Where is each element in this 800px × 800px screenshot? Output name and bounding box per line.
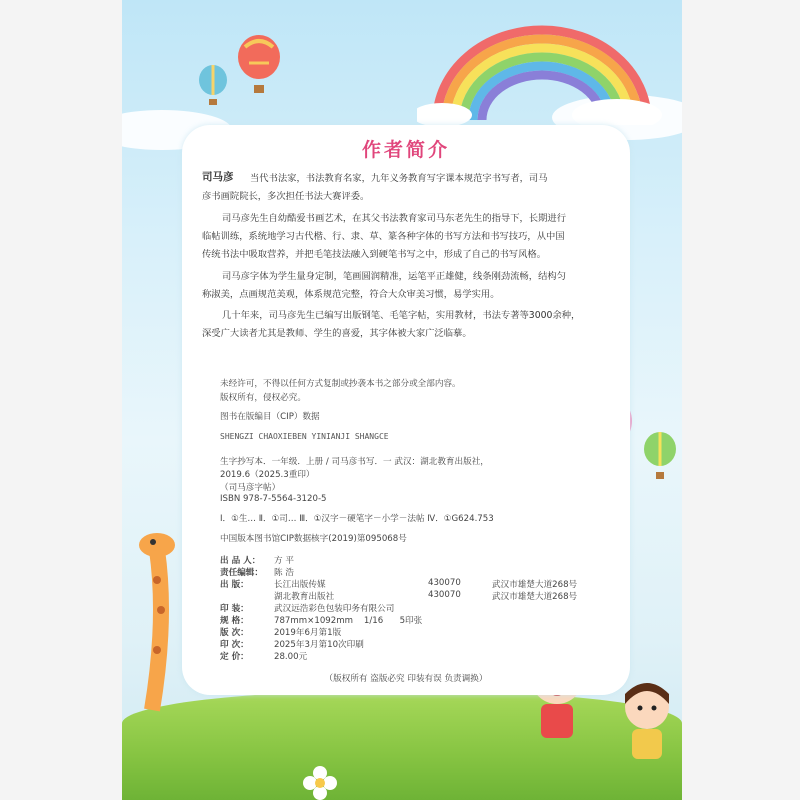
pub-label: 印 次：: [220, 640, 249, 650]
content-card: [182, 125, 630, 695]
bio-line: 当代书法家，书法教育名家，九年义务教育写字课本规范字书写者，司马: [250, 173, 548, 184]
grass-background: [122, 690, 682, 800]
author-name: 司马彦: [202, 171, 234, 183]
pub-label: 出 版：: [220, 580, 249, 590]
pinyin-title: SHENGZI CHAOXIEBEN YINIANJI SHANGCE: [220, 432, 389, 441]
cip-line: 2019.6（2025.3重印）: [220, 470, 315, 480]
postal-code: 430070: [428, 590, 461, 600]
bio-line: 临帖训练，系统地学习古代楷、行、隶、草、篆各种字体的书写方法和书写技巧，从中国: [202, 231, 565, 242]
pub-label: 定 价：: [220, 652, 249, 662]
pub-value: 2025年3月第10次印刷: [274, 640, 364, 650]
pub-value: 武汉远浩彩色包装印务有限公司: [274, 604, 395, 614]
cip-line: （司马彦字帖）: [220, 483, 281, 493]
bio-line: 司马彦先生自幼酷爱书画艺术，在其父书法教育家司马东老先生的指导下，长期进行: [222, 213, 566, 224]
bio-line: 几十年来，司马彦先生已编写出版钢笔、毛笔字帖，实用教材，书法专著等3000余种，: [222, 310, 581, 321]
bio-line: 司马彦字体为学生量身定制，笔画圆润精准，运笔平正雄健，线条刚劲流畅，结构匀: [222, 271, 566, 282]
bio-line: 深受广大读者尤其是教师、学生的喜爱，其字体被大家广泛临摹。: [202, 328, 472, 339]
footer-notice: （版权所有 盗版必究 印装有误 负责调换）: [324, 674, 488, 684]
pub-value: 2019年6月第1版: [274, 628, 342, 638]
pub-value: 28.00元: [274, 652, 308, 662]
pub-label: 版 次：: [220, 628, 249, 638]
pub-label: 出 品 人：: [220, 556, 261, 566]
hot-air-balloon-icon: [235, 35, 283, 97]
classification: Ⅰ．①生… Ⅱ．①司… Ⅲ．①汉字－硬笔字－小学－法帖 Ⅳ．①G624.753: [220, 514, 494, 524]
copyright-notice: 未经许可，不得以任何方式复制或抄袭本书之部分或全部内容。: [220, 379, 461, 389]
cip-line: ISBN 978-7-5564-3120-5: [220, 494, 327, 504]
bio-line: 传统书法中吸取营养，并把毛笔技法融入到硬笔书写之中，形成了自己的书写风格。: [202, 249, 546, 260]
cip-number: 中国版本图书馆CIP数据核字(2019)第095068号: [220, 534, 407, 544]
address: 武汉市雄楚大道268号: [492, 592, 578, 602]
cip-heading: 图书在版编目（CIP）数据: [220, 412, 320, 422]
hot-air-balloon-icon: [197, 65, 229, 107]
cip-line: 生字抄写本．一年级．上册 / 司马彦书写．一 武汉：湖北教育出版社，: [220, 457, 489, 467]
child-illustration: [612, 672, 682, 772]
pub-label: 规 格：: [220, 616, 249, 626]
address: 武汉市雄楚大道268号: [492, 580, 578, 590]
pub-label: 印 装：: [220, 604, 249, 614]
pub-value: 787mm×1092mm 1/16 5印张: [274, 616, 423, 626]
section-title: 作者简介: [361, 139, 450, 161]
rainbow-illustration: [417, 15, 667, 125]
pub-label: 责任编辑：: [220, 568, 263, 578]
flower-icon: [302, 765, 338, 800]
postal-code: 430070: [428, 578, 461, 588]
pub-value: 方 平: [274, 556, 294, 566]
copyright-notice: 版权所有，侵权必究。: [220, 393, 306, 403]
pub-value: 长江出版传媒: [274, 580, 326, 590]
pub-value: 湖北教育出版社: [274, 592, 335, 602]
bio-line: 彦书画院院长，多次担任书法大赛评委。: [202, 191, 370, 202]
bio-line: 称淑美，点画规范美观，体系规范完整，符合大众审美习惯，易学实用。: [202, 289, 500, 300]
book-page: [122, 0, 682, 800]
hot-air-balloon-icon: [642, 432, 678, 482]
pub-value: 陈 浩: [274, 568, 294, 578]
